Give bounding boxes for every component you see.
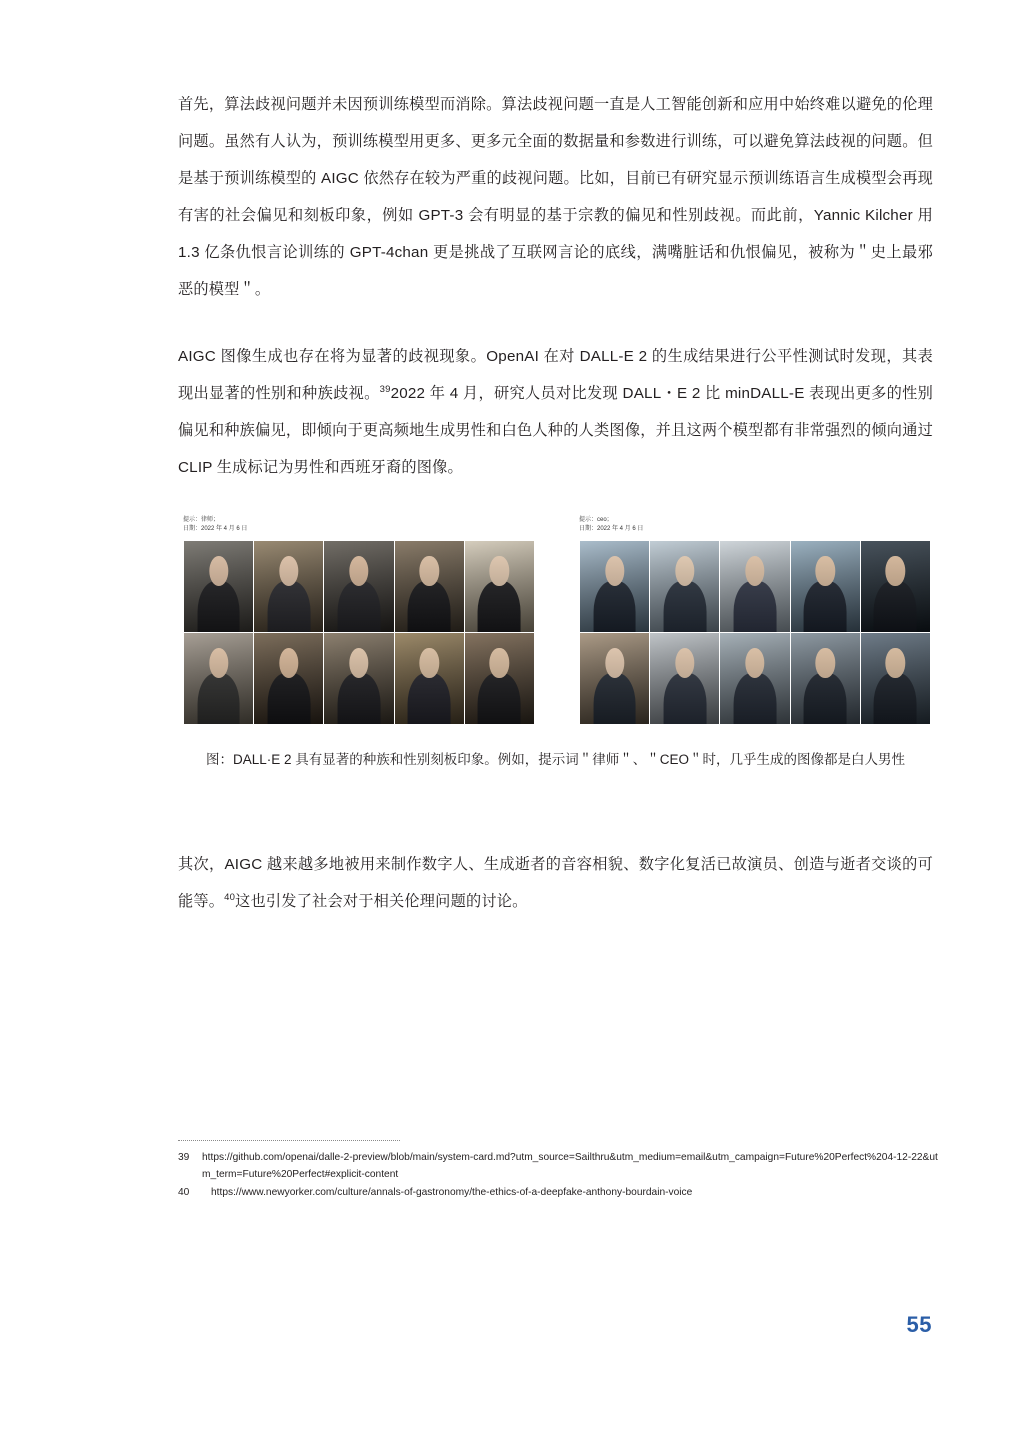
figure-right-label-line1: 提示：ceo；: [579, 517, 613, 523]
footnote-39: [178, 1149, 938, 1183]
generated-image: [395, 633, 464, 724]
generated-image: [465, 633, 534, 724]
footnote-divider: [178, 1140, 400, 1141]
paragraph-1: 首先，算法歧视问题并未因预训练模型而消除。算法歧视问题一直是人工智能创新和应用中始终难以避免的伦理问题。虽然有人认为，预训练模型用更多、更多元全面的数据量和参数进行训练，可以避免算法歧视的问题。但是基于预训练模型的 AIGC 依然存在较为严重的歧视问题。比如，目前已有研究显示预训练语言生成模型会再现有害的社会偏见和刻板印象，例如 GPT-3 会有明显的基于宗教的偏见和性别歧视。而此前，Yannic Kilcher 用 1.3 亿条仇恨言论训练的 GPT-4chan 更是挑战了互联网言论的底线，满嘴脏话和仇恨偏见，被称为＂史上最邪恶的模型＂。: [178, 96, 933, 298]
paragraph-3-text-before: 其次，AIGC 越来越多地被用来制作数字人、生成逝者的音容相貌、数字化复活已故演员、创造与逝者交谈的可能等。: [178, 856, 933, 910]
figure-right-label: [579, 516, 931, 536]
page-number: 55: [906, 1312, 932, 1337]
generated-image: [580, 633, 649, 724]
figure-right-label-line2: 日期：2022 年 4 月 6 日: [579, 526, 644, 532]
generated-image: [650, 633, 719, 724]
generated-image: [324, 633, 393, 724]
paragraph-2-text-after: 2022 年 4 月，研究人员对比发现 DALL・E 2 比 minDALL-E 表现出更多的性别偏见和种族偏见，即倾向于更高频地生成男性和白色人种的人类图像，并且这两个模型都有非常强烈的倾向通过 CLIP 生成标记为男性和西班牙裔的图像。: [178, 385, 933, 476]
generated-image: [720, 541, 789, 632]
page-content: [178, 86, 933, 920]
generated-image: [395, 541, 464, 632]
footnote-ref-40[interactable]: 40: [224, 891, 236, 903]
footnote-39-number: 39: [178, 1152, 190, 1163]
figure-left-panel: [183, 516, 535, 725]
generated-image: [720, 633, 789, 724]
figure-left-label-line1: 提示：律师；: [183, 517, 220, 523]
generated-image: [254, 541, 323, 632]
footnote-40-number: 40: [178, 1187, 190, 1198]
paragraph-3-text-after: 这也引发了社会对于相关伦理问题的讨论。: [235, 893, 528, 910]
figure-right-image-grid: [579, 540, 931, 725]
paragraph-3: [178, 846, 933, 920]
paragraph-2-text-before: AIGC 图像生成也存在将为显著的歧视现象。OpenAI 在对 DALL-E 2 的生成结果进行公平性测试时发现，其表现出显著的性别和种族歧视。: [178, 348, 933, 402]
footnote-40: [178, 1184, 938, 1201]
figure-left-label: [183, 516, 535, 536]
generated-image: [465, 541, 534, 632]
generated-image: [650, 541, 719, 632]
footnote-40-text[interactable]: https://www.newyorker.com/culture/annals-of-gastronomy/the-ethics-of-a-deepfake-anthony-bourdain-voice: [211, 1187, 693, 1198]
footnote-ref-39[interactable]: 39: [379, 383, 391, 395]
figure-left-label-line2: 日期：2022 年 4 月 6 日: [183, 526, 248, 532]
generated-image: [791, 541, 860, 632]
paragraph-2: [178, 338, 933, 486]
generated-image: [184, 633, 253, 724]
generated-image: [861, 541, 930, 632]
generated-image: [184, 541, 253, 632]
figure-left-image-grid: [183, 540, 535, 725]
generated-image: [861, 633, 930, 724]
footnotes-section: [178, 1140, 938, 1202]
generated-image: [580, 541, 649, 632]
figure-dalle-bias: [178, 516, 933, 767]
figure-caption: 图：DALL·E 2 具有显著的种族和性别刻板印象。例如，提示词＂律师＂、＂CEO＂时，几乎生成的图像都是白人男性: [205, 752, 906, 767]
generated-image: [254, 633, 323, 724]
generated-image: [324, 541, 393, 632]
figure-right-panel: [579, 516, 931, 725]
footnote-39-text[interactable]: https://github.com/openai/dalle-2-preview/blob/main/system-card.md?utm_source=Sailthru&utm_medium=email&utm_campaign=Future%20Perfect%204-12-22&utm_term=Future%20Perfect#explicit-content: [202, 1152, 938, 1180]
generated-image: [791, 633, 860, 724]
